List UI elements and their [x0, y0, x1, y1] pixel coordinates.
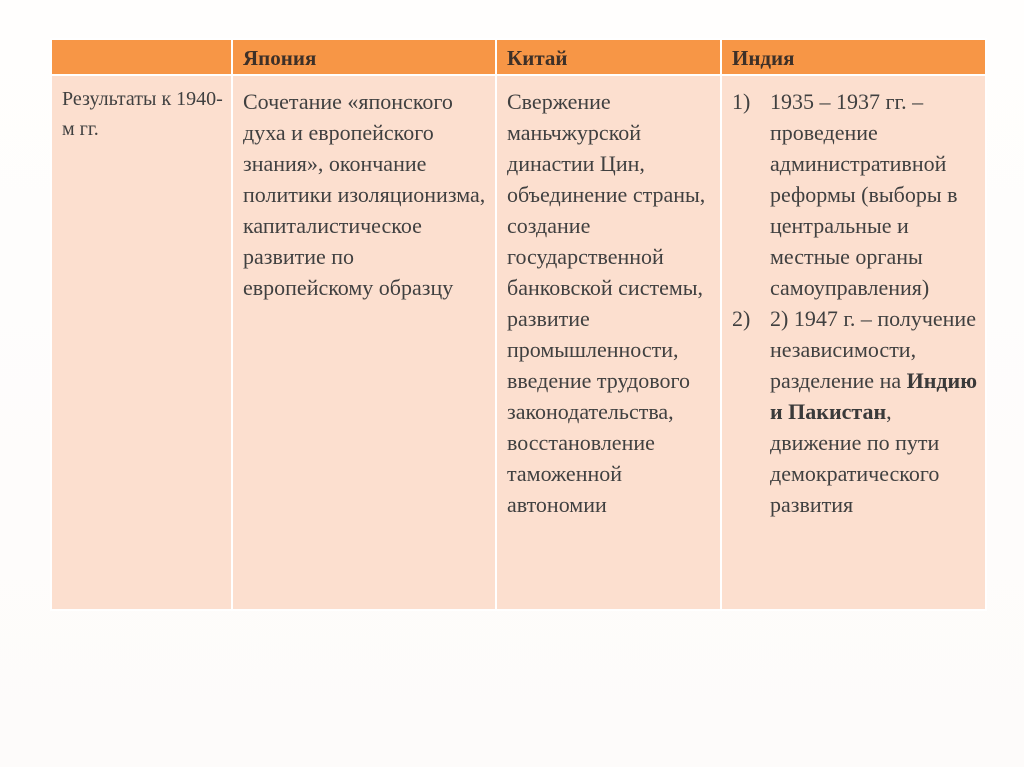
india-results-list [732, 86, 979, 520]
comparison-table [50, 38, 987, 611]
results-row [51, 75, 986, 610]
china-results: Свержение маньчжурской династии Цин, объединение страны, создание государственной банковской системы, развитие промышленности, введение трудового законодательства, восстановление таможенной автономии [507, 89, 706, 517]
india-item-2-number: 2) [732, 306, 751, 331]
china-cell [496, 75, 721, 610]
header-china: Китай [496, 39, 721, 75]
header-row [51, 39, 986, 75]
japan-cell [232, 75, 496, 610]
japan-results: Сочетание «японского духа и европейского знания», окончание политики изоляционизма, капиталистическое развитие по европейскому образцу [243, 89, 486, 300]
india-item-2-text-pre: 2) 1947 г. – получение независимости, разделение на [770, 306, 976, 393]
india-item-2-text-bold: Индию и Пакистан [770, 368, 978, 424]
india-item-1-number: 1) [732, 89, 751, 114]
india-item-1 [732, 86, 979, 303]
india-item-2-text-post: , движение по пути демократического развития [770, 399, 940, 517]
india-item-1-text: 1935 – 1937 гг. – проведение административной реформы (выборы в центральные и местные органы самоуправления) [770, 89, 958, 300]
header-japan: Япония [232, 39, 496, 75]
row-label-cell [51, 75, 232, 610]
india-cell [721, 75, 986, 610]
row-label: Результаты к 1940-м гг. [62, 88, 223, 140]
header-india: Индия [721, 39, 986, 75]
india-item-2 [732, 303, 979, 520]
header-empty-cell [51, 39, 232, 75]
